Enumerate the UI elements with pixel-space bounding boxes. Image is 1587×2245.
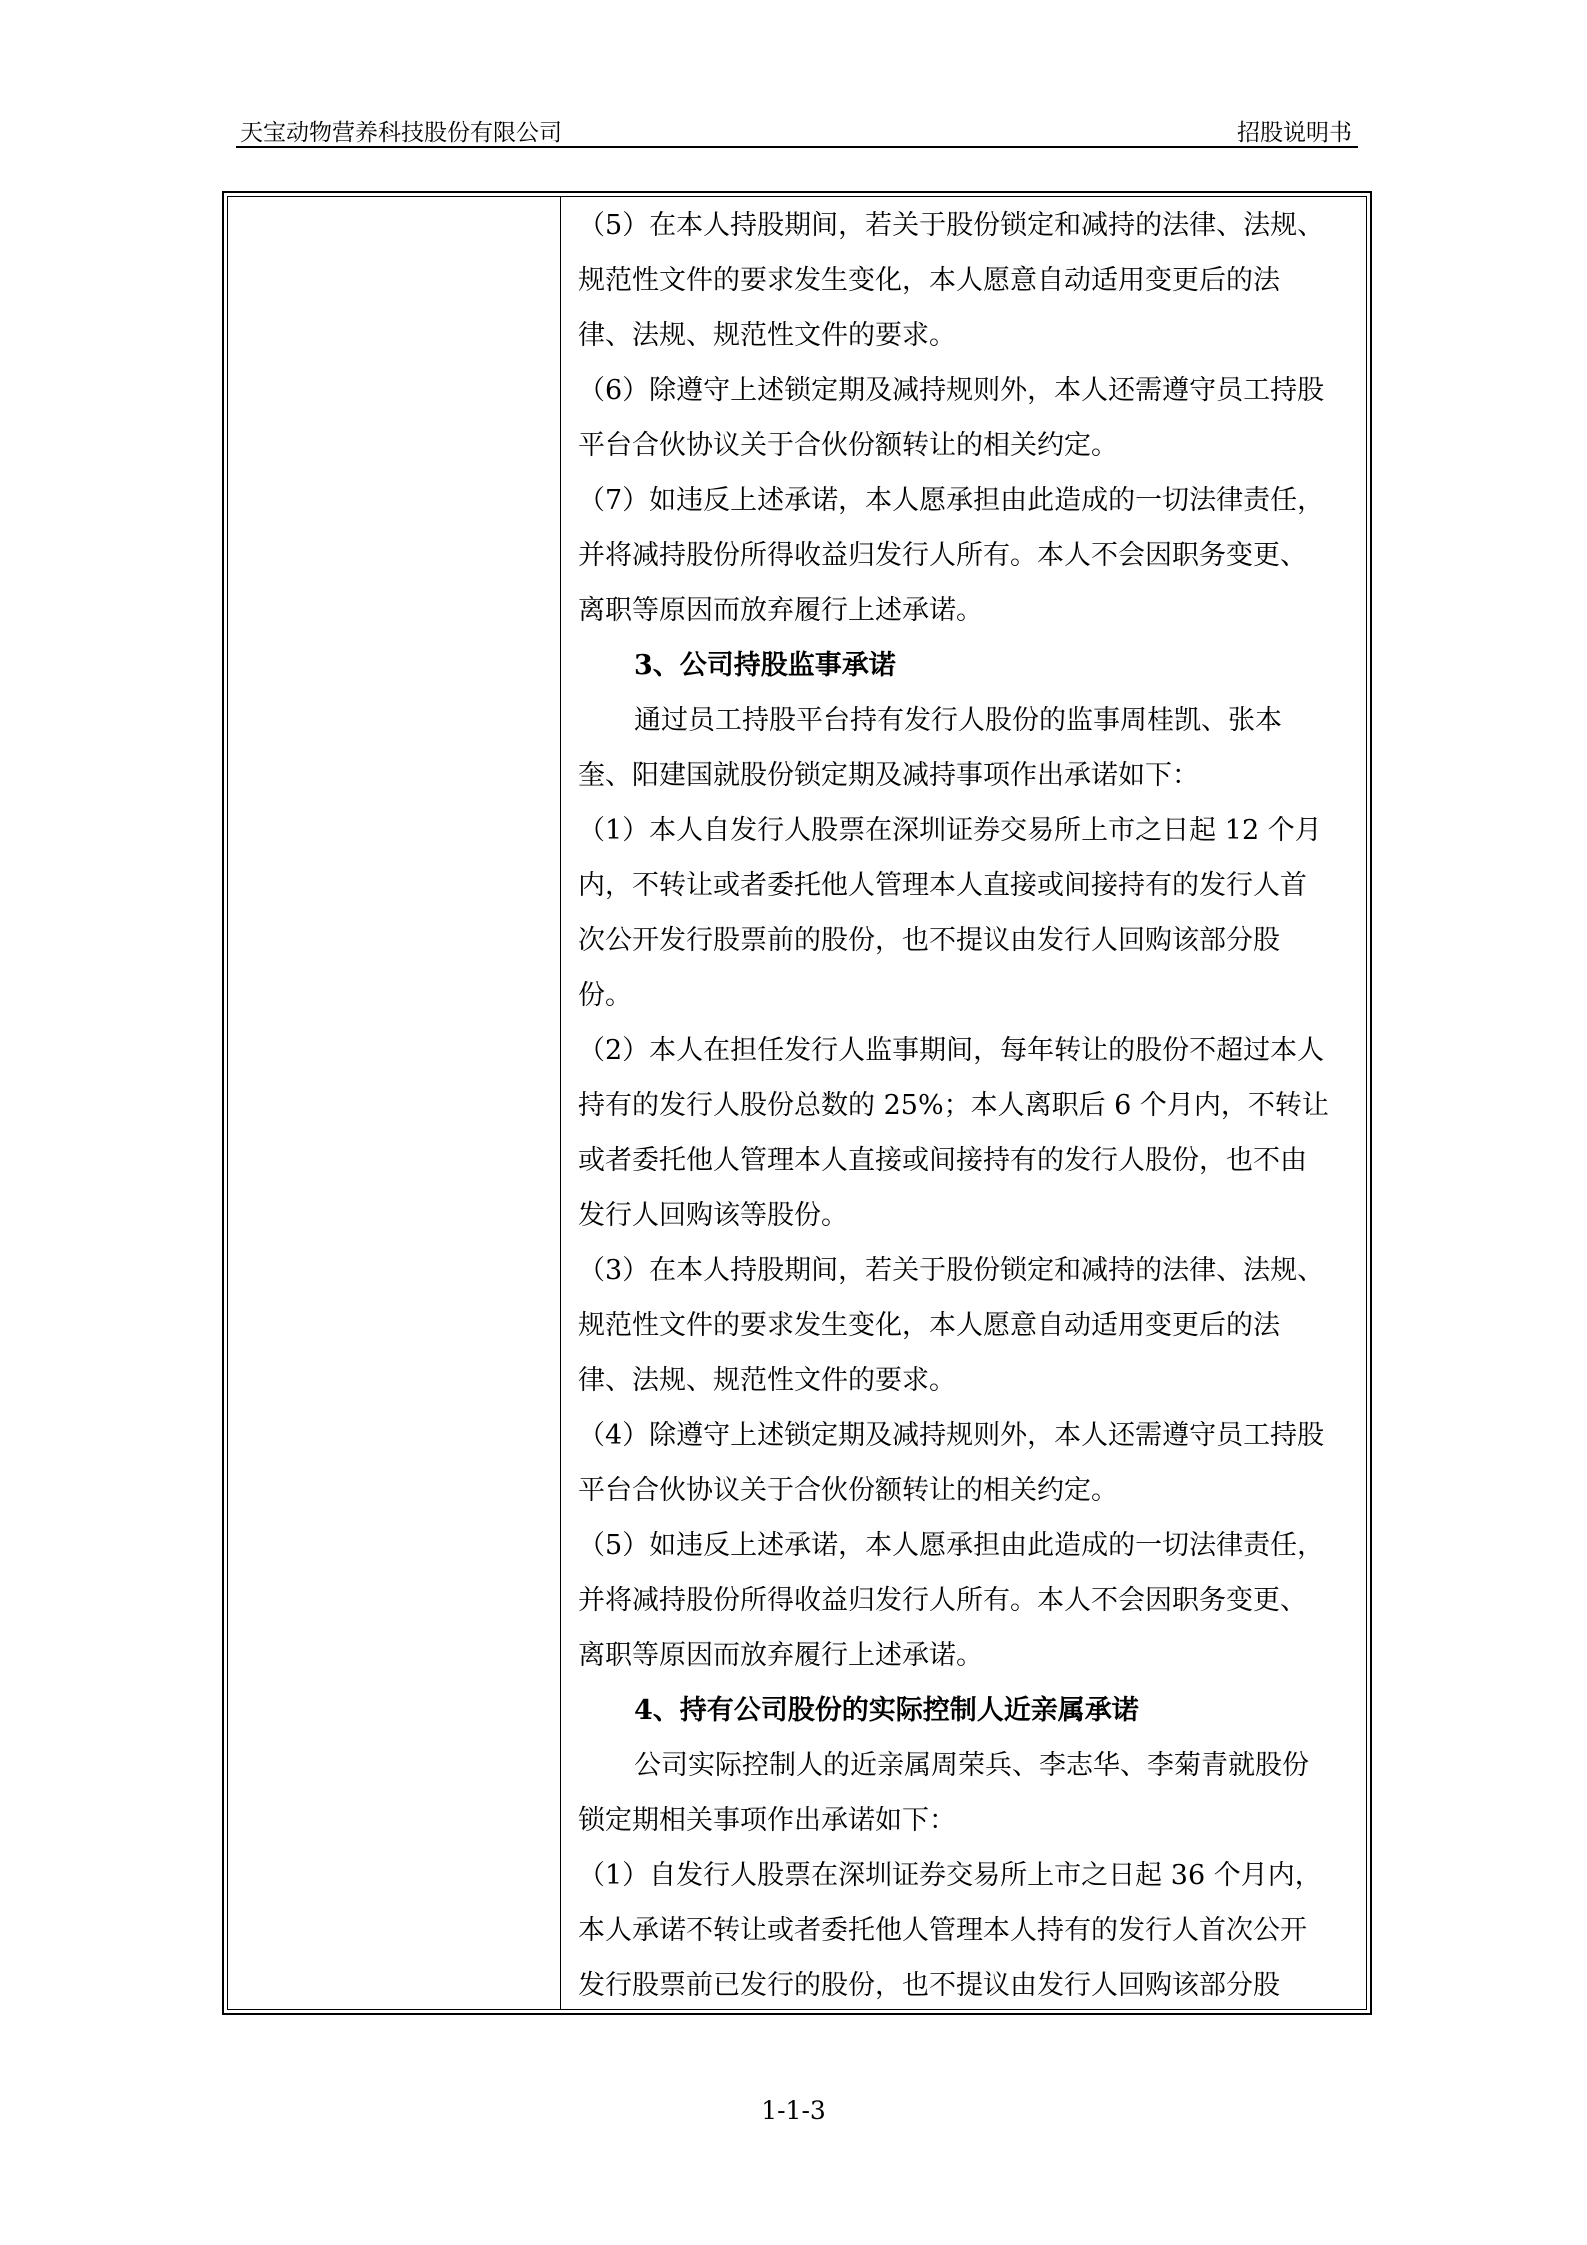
text-line: 平台合伙协议关于合伙份额转让的相关约定。 xyxy=(578,430,1118,461)
text-line: 并将减持股份所得收益归发行人所有。本人不会因职务变更、 xyxy=(578,540,1307,571)
text-line: 本人承诺不转让或者委托他人管理本人持有的发行人首次公开 xyxy=(578,1915,1307,1946)
text-line: 平台合伙协议关于合伙份额转让的相关约定。 xyxy=(578,1475,1118,1506)
text-line: 次公开发行股票前的股份，也不提议由发行人回购该部分股 xyxy=(578,925,1280,956)
commitment-text xyxy=(578,198,1350,2013)
text-line: （3）在本人持股期间，若关于股份锁定和减持的法律、法规、 xyxy=(578,1255,1325,1286)
page-header xyxy=(236,108,1358,148)
commitment-table xyxy=(222,191,1372,2015)
text-line: 通过员工持股平台持有发行人股份的监事周桂凯、张本 xyxy=(634,705,1282,736)
text-line: 份。 xyxy=(578,980,632,1011)
page-number: 1-1-3 xyxy=(761,2096,826,2125)
table-left-column xyxy=(228,197,561,2009)
text-line: 离职等原因而放弃履行上述承诺。 xyxy=(578,1640,983,1671)
text-line: 律、法规、规范性文件的要求。 xyxy=(578,1365,956,1396)
text-line: 离职等原因而放弃履行上述承诺。 xyxy=(578,595,983,626)
table-inner-border xyxy=(227,196,1367,2010)
company-name: 天宝动物营养科技股份有限公司 xyxy=(240,120,562,146)
text-line: （1）自发行人股票在深圳证券交易所上市之日起 36 个月内， xyxy=(578,1860,1322,1891)
text-line: 持有的发行人股份总数的 25%；本人离职后 6 个月内，不转让 xyxy=(578,1090,1329,1121)
text-line: 锁定期相关事项作出承诺如下： xyxy=(578,1805,956,1836)
text-line: 公司实际控制人的近亲属周荣兵、李志华、李菊青就股份 xyxy=(634,1750,1309,1781)
text-line: （1）本人自发行人股票在深圳证券交易所上市之日起 12 个月 xyxy=(578,815,1322,846)
text-line: （5）在本人持股期间，若关于股份锁定和减持的法律、法规、 xyxy=(578,210,1325,241)
text-line: 规范性文件的要求发生变化，本人愿意自动适用变更后的法 xyxy=(578,265,1280,296)
section-heading: 3、公司持股监事承诺 xyxy=(634,650,896,681)
text-line: （7）如违反上述承诺，本人愿承担由此造成的一切法律责任， xyxy=(578,485,1325,516)
document-title: 招股说明书 xyxy=(1237,120,1352,146)
text-line: （5）如违反上述承诺，本人愿承担由此造成的一切法律责任， xyxy=(578,1530,1325,1561)
text-line: 或者委托他人管理本人直接或间接持有的发行人股份，也不由 xyxy=(578,1145,1307,1176)
text-line: （2）本人在担任发行人监事期间，每年转让的股份不超过本人 xyxy=(578,1035,1325,1066)
text-line: 并将减持股份所得收益归发行人所有。本人不会因职务变更、 xyxy=(578,1585,1307,1616)
text-line: 发行人回购该等股份。 xyxy=(578,1200,848,1231)
text-line: 奎、阳建国就股份锁定期及减持事项作出承诺如下： xyxy=(578,760,1199,791)
text-line: 发行股票前已发行的股份，也不提议由发行人回购该部分股 xyxy=(578,1970,1280,2001)
text-line: （4）除遵守上述锁定期及减持规则外，本人还需遵守员工持股 xyxy=(578,1420,1325,1451)
table-right-column xyxy=(561,197,1366,2009)
text-line: 内，不转让或者委托他人管理本人直接或间接持有的发行人首 xyxy=(578,870,1307,901)
text-line: 规范性文件的要求发生变化，本人愿意自动适用变更后的法 xyxy=(578,1310,1280,1341)
text-line: （6）除遵守上述锁定期及减持规则外，本人还需遵守员工持股 xyxy=(578,375,1325,406)
section-heading: 4、持有公司股份的实际控制人近亲属承诺 xyxy=(634,1695,1139,1726)
text-line: 律、法规、规范性文件的要求。 xyxy=(578,320,956,351)
